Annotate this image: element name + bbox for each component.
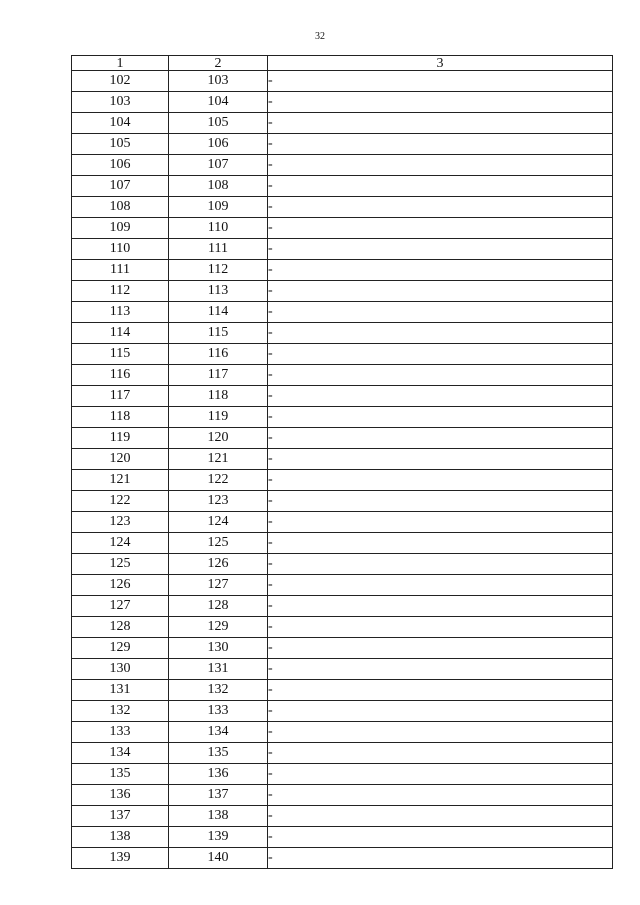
cell-col-2: 120 <box>169 428 268 449</box>
page-number: 32 <box>315 31 325 42</box>
cell-col-2: 107 <box>169 155 268 176</box>
table-row <box>72 617 613 638</box>
cell-col-2: 111 <box>169 239 268 260</box>
cell-col-1: 120 <box>72 449 169 470</box>
cell-col-2: 140 <box>169 848 268 869</box>
cell-col-3: - <box>268 218 613 239</box>
cell-col-2: 126 <box>169 554 268 575</box>
cell-col-3: - <box>268 365 613 386</box>
table-row <box>72 197 613 218</box>
cell-col-3: - <box>268 491 613 512</box>
column-header-3: 3 <box>268 56 613 71</box>
cell-col-2: 116 <box>169 344 268 365</box>
table-row <box>72 764 613 785</box>
column-header-2: 2 <box>169 56 268 71</box>
cell-col-3: - <box>268 134 613 155</box>
table-row <box>72 155 613 176</box>
cell-col-1: 114 <box>72 323 169 344</box>
table-row <box>72 281 613 302</box>
table-row <box>72 239 613 260</box>
cell-col-3: - <box>268 113 613 134</box>
cell-col-2: 109 <box>169 197 268 218</box>
cell-col-2: 133 <box>169 701 268 722</box>
cell-col-3: - <box>268 176 613 197</box>
cell-col-3: - <box>268 764 613 785</box>
table-row <box>72 344 613 365</box>
table-row <box>72 827 613 848</box>
table-row <box>72 323 613 344</box>
cell-col-1: 132 <box>72 701 169 722</box>
cell-col-2: 115 <box>169 323 268 344</box>
table-row <box>72 176 613 197</box>
cell-col-3: - <box>268 596 613 617</box>
cell-col-1: 115 <box>72 344 169 365</box>
cell-col-3: - <box>268 638 613 659</box>
cell-col-1: 109 <box>72 218 169 239</box>
cell-col-2: 125 <box>169 533 268 554</box>
cell-col-2: 117 <box>169 365 268 386</box>
table-row <box>72 113 613 134</box>
cell-col-1: 119 <box>72 428 169 449</box>
cell-col-3: - <box>268 848 613 869</box>
table-row <box>72 533 613 554</box>
cell-col-3: - <box>268 449 613 470</box>
cell-col-2: 127 <box>169 575 268 596</box>
cell-col-1: 104 <box>72 113 169 134</box>
cell-col-2: 138 <box>169 806 268 827</box>
cell-col-3: - <box>268 659 613 680</box>
table-row <box>72 596 613 617</box>
cell-col-3: - <box>268 323 613 344</box>
table-row <box>72 71 613 92</box>
cell-col-3: - <box>268 260 613 281</box>
cell-col-3: - <box>268 155 613 176</box>
cell-col-1: 125 <box>72 554 169 575</box>
cell-col-1: 130 <box>72 659 169 680</box>
cell-col-1: 112 <box>72 281 169 302</box>
cell-col-3: - <box>268 827 613 848</box>
cell-col-2: 106 <box>169 134 268 155</box>
cell-col-3: - <box>268 533 613 554</box>
cell-col-1: 105 <box>72 134 169 155</box>
cell-col-2: 128 <box>169 596 268 617</box>
cell-col-2: 136 <box>169 764 268 785</box>
cell-col-2: 105 <box>169 113 268 134</box>
cell-col-2: 118 <box>169 386 268 407</box>
table-row <box>72 491 613 512</box>
cell-col-2: 112 <box>169 260 268 281</box>
table-row <box>72 680 613 701</box>
cell-col-2: 103 <box>169 71 268 92</box>
cell-col-3: - <box>268 407 613 428</box>
cell-col-3: - <box>268 722 613 743</box>
cell-col-1: 102 <box>72 71 169 92</box>
cell-col-1: 116 <box>72 365 169 386</box>
table-row <box>72 554 613 575</box>
table-row <box>72 806 613 827</box>
cell-col-3: - <box>268 71 613 92</box>
table-row <box>72 134 613 155</box>
cell-col-2: 124 <box>169 512 268 533</box>
cell-col-3: - <box>268 575 613 596</box>
table-row <box>72 575 613 596</box>
table-row <box>72 743 613 764</box>
cell-col-2: 132 <box>169 680 268 701</box>
table-row <box>72 848 613 869</box>
table-row <box>72 407 613 428</box>
cell-col-3: - <box>268 554 613 575</box>
table-body <box>72 71 613 869</box>
cell-col-1: 124 <box>72 533 169 554</box>
table-row <box>72 449 613 470</box>
table-row <box>72 260 613 281</box>
cell-col-1: 121 <box>72 470 169 491</box>
cell-col-1: 129 <box>72 638 169 659</box>
cell-col-1: 139 <box>72 848 169 869</box>
table-row <box>72 701 613 722</box>
table-row <box>72 365 613 386</box>
cell-col-3: - <box>268 512 613 533</box>
cell-col-1: 113 <box>72 302 169 323</box>
cell-col-3: - <box>268 281 613 302</box>
table-row <box>72 659 613 680</box>
cell-col-3: - <box>268 701 613 722</box>
cell-col-1: 107 <box>72 176 169 197</box>
cell-col-2: 121 <box>169 449 268 470</box>
table-row <box>72 386 613 407</box>
cell-col-2: 104 <box>169 92 268 113</box>
cell-col-1: 103 <box>72 92 169 113</box>
cell-col-1: 110 <box>72 239 169 260</box>
table-row <box>72 92 613 113</box>
cell-col-1: 127 <box>72 596 169 617</box>
cell-col-1: 123 <box>72 512 169 533</box>
cell-col-2: 135 <box>169 743 268 764</box>
data-table <box>71 55 613 869</box>
cell-col-3: - <box>268 617 613 638</box>
cell-col-1: 137 <box>72 806 169 827</box>
table-row <box>72 302 613 323</box>
cell-col-2: 130 <box>169 638 268 659</box>
table-row <box>72 722 613 743</box>
cell-col-2: 114 <box>169 302 268 323</box>
cell-col-3: - <box>268 806 613 827</box>
cell-col-2: 129 <box>169 617 268 638</box>
cell-col-3: - <box>268 386 613 407</box>
cell-col-1: 128 <box>72 617 169 638</box>
cell-col-3: - <box>268 344 613 365</box>
cell-col-2: 110 <box>169 218 268 239</box>
table-row <box>72 428 613 449</box>
cell-col-1: 108 <box>72 197 169 218</box>
cell-col-3: - <box>268 680 613 701</box>
cell-col-3: - <box>268 785 613 806</box>
cell-col-2: 119 <box>169 407 268 428</box>
cell-col-3: - <box>268 302 613 323</box>
cell-col-1: 138 <box>72 827 169 848</box>
table-row <box>72 218 613 239</box>
cell-col-3: - <box>268 428 613 449</box>
cell-col-1: 131 <box>72 680 169 701</box>
cell-col-2: 122 <box>169 470 268 491</box>
column-header-1: 1 <box>72 56 169 71</box>
cell-col-1: 133 <box>72 722 169 743</box>
table-row <box>72 785 613 806</box>
cell-col-3: - <box>268 239 613 260</box>
cell-col-1: 135 <box>72 764 169 785</box>
cell-col-1: 136 <box>72 785 169 806</box>
cell-col-2: 108 <box>169 176 268 197</box>
cell-col-1: 126 <box>72 575 169 596</box>
cell-col-1: 118 <box>72 407 169 428</box>
cell-col-1: 122 <box>72 491 169 512</box>
cell-col-3: - <box>268 92 613 113</box>
table-row <box>72 512 613 533</box>
cell-col-2: 139 <box>169 827 268 848</box>
cell-col-3: - <box>268 470 613 491</box>
cell-col-2: 113 <box>169 281 268 302</box>
table-row <box>72 638 613 659</box>
cell-col-2: 134 <box>169 722 268 743</box>
cell-col-1: 134 <box>72 743 169 764</box>
cell-col-2: 131 <box>169 659 268 680</box>
table-header-row <box>72 56 613 71</box>
cell-col-3: - <box>268 743 613 764</box>
cell-col-2: 123 <box>169 491 268 512</box>
table-row <box>72 470 613 491</box>
cell-col-1: 111 <box>72 260 169 281</box>
cell-col-1: 117 <box>72 386 169 407</box>
cell-col-3: - <box>268 197 613 218</box>
cell-col-2: 137 <box>169 785 268 806</box>
cell-col-1: 106 <box>72 155 169 176</box>
